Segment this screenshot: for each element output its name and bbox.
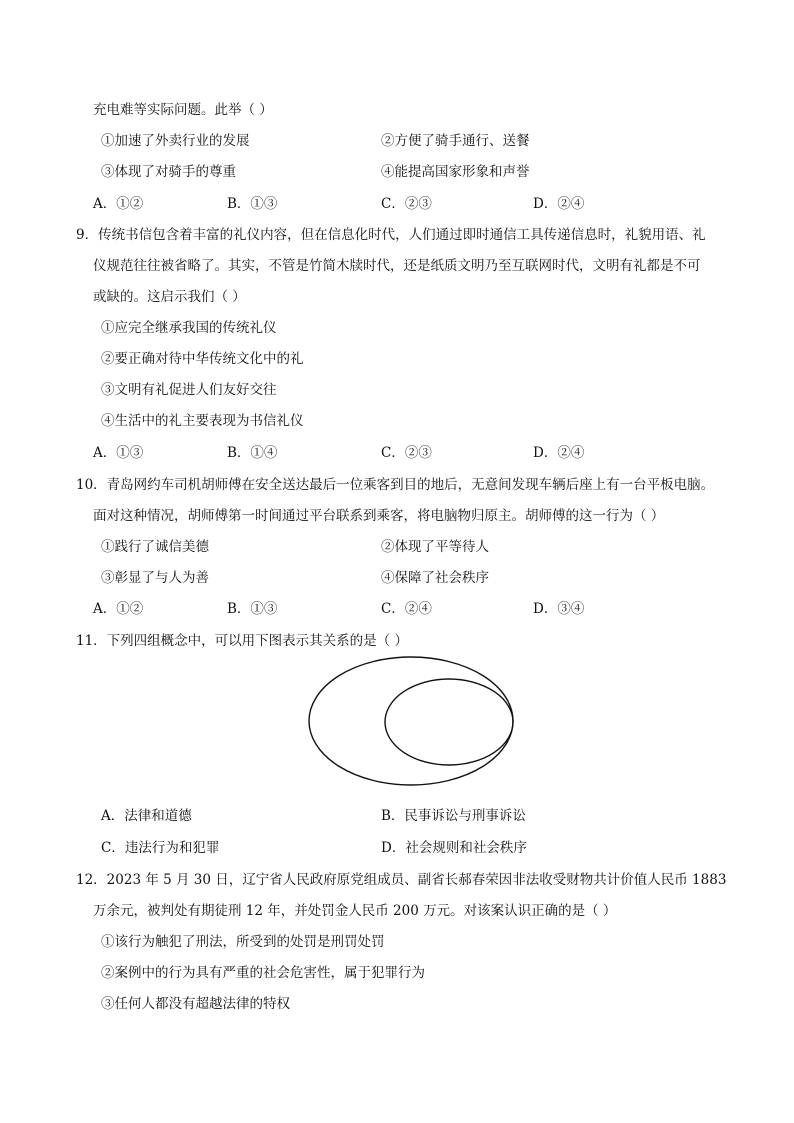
q8-option-4: ④能提高国家形象和声誉	[381, 164, 530, 180]
q10-answer-a: A．①②	[93, 601, 144, 617]
q10-option-3: ③彰显了与人为善	[101, 570, 209, 586]
q8-stem: 充电难等实际问题。此举（ ）	[93, 102, 273, 118]
q9-answer-c: C．②③	[381, 445, 432, 461]
q12-stem-line-2: 万余元，被判处有期徒刑 12 年，并处罚金人民币 200 万元。对该案认识正确的是（ ）	[93, 903, 617, 919]
inner-ellipse	[385, 679, 513, 765]
q8-answer-b: B．①③	[227, 196, 278, 212]
q11-option-b: B．民事诉讼与刑事诉讼	[381, 808, 526, 824]
q12-stem-line-1: 12．2023 年 5 月 30 日，辽宁省人民政府原党组成员、副省长郝春荣因非法收受财物共计价值人民币 1883	[76, 872, 727, 888]
q10-answer-c: C．②④	[381, 601, 432, 617]
q10-stem-line-1: 10．青岛网约车司机胡师傅在安全送达最后一位乘客到目的地后，无意间发现车辆后座上有一台平板电脑。	[76, 477, 715, 493]
q9-option-3: ③文明有礼促进人们友好交往	[101, 382, 277, 398]
q12-option-3: ③任何人都没有超越法律的特权	[101, 996, 290, 1012]
q9-stem-line-1: 9．传统书信包含着丰富的礼仪内容，但在信息化时代，人们通过即时通信工具传递信息时，礼貌用语、礼	[76, 227, 706, 243]
outer-ellipse	[309, 657, 513, 785]
q10-stem-line-2: 面对这种情况，胡师傅第一时间通过平台联系到乘客，将电脑物归原主。胡师傅的这一行为（ ）	[93, 508, 665, 524]
q10-answer-d: D．③④	[533, 601, 585, 617]
q9-answer-a: A．①③	[93, 445, 144, 461]
q12-option-2: ②案例中的行为具有严重的社会危害性，属于犯罪行为	[101, 965, 425, 981]
q9-option-1: ①应完全继承我国的传统礼仪	[101, 320, 277, 336]
q12-option-1: ①该行为触犯了刑法，所受到的处罚是刑罚处罚	[101, 934, 385, 950]
q8-option-3: ③体现了对骑手的尊重	[101, 164, 236, 180]
q10-option-2: ②体现了平等待人	[381, 539, 489, 555]
q11-option-d: D．社会规则和社会秩序	[381, 840, 527, 856]
q10-answer-b: B．①③	[227, 601, 278, 617]
q8-option-2: ②方便了骑手通行、送餐	[381, 133, 530, 149]
q10-option-4: ④保障了社会秩序	[381, 570, 489, 586]
q9-option-4: ④生活中的礼主要表现为书信礼仪	[101, 413, 304, 429]
q9-stem-line-2: 仪规范往往被省略了。其实，不管是竹简木牍时代，还是纸质文明乃至互联网时代，文明有礼都是不可	[93, 258, 701, 274]
q11-option-c: C．违法行为和犯罪	[101, 840, 220, 856]
nested-ellipses-diagram	[300, 655, 530, 795]
q8-answer-c: C．②③	[381, 196, 432, 212]
q10-option-1: ①践行了诚信美德	[101, 539, 209, 555]
q8-answer-d: D．②④	[533, 196, 585, 212]
q9-answer-d: D．②④	[533, 445, 585, 461]
q8-answer-a: A．①②	[93, 196, 144, 212]
q9-stem-line-3: 或缺的。这启示我们（ ）	[93, 289, 246, 305]
q9-answer-b: B．①④	[227, 445, 278, 461]
q8-option-1: ①加速了外卖行业的发展	[101, 133, 250, 149]
q11-stem: 11．下列四组概念中，可以用下图表示其关系的是（ ）	[76, 633, 408, 649]
q9-option-2: ②要正确对待中华传统文化中的礼	[101, 351, 304, 367]
q11-option-a: A．法律和道德	[101, 808, 192, 824]
